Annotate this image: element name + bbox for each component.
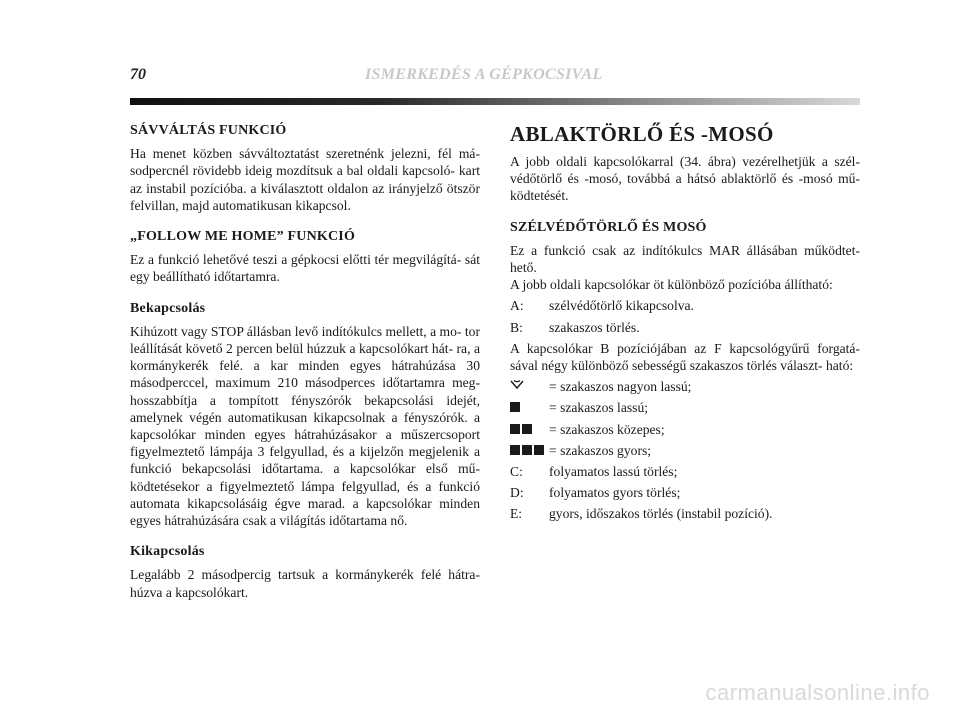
speed-text: = szakaszos lassú; [549,400,649,416]
lane-change-text: Ha menet közben sávváltoztatást szeretnénk jelezni, fél má- sodpercnél rövidebb ideig mozdítsuk a bal oldali kapcsoló- kart az instabil pozícióba. a kiválasztott oldalon az irányjelző ötször felvillan, majd automatikusan kikapcsol. [130,146,480,213]
position-key: E: [510,506,523,522]
wiper-main-heading: ABLAKTÖRLŐ ÉS -MOSÓ [510,122,774,146]
speed-row-very-slow [510,378,860,395]
left-column [130,122,480,601]
running-title: ISMERKEDÉS A GÉPKOCSIVAL [365,66,603,83]
windscreen-heading: SZÉLVÉDŐTÖRLŐ ÉS MOSÓ [510,219,707,235]
position-text: gyors, időszakos törlés (instabil pozíció). [549,506,773,522]
right-column [510,122,860,523]
speed-row-slow [510,399,860,416]
position-text: folyamatos lassú törlés; [549,464,678,480]
follow-me-text: Ez a funkció lehetővé teszi a gépkocsi előtti tér megvilágítá- sát egy beállítható időtartamra. [130,252,480,285]
two-squares-icon [510,423,532,435]
watermark: carmanualsonline.info [705,680,930,705]
position-key: D: [510,485,524,501]
position-row-b [510,319,860,336]
position-text: szélvédőtörlő kikapcsolva. [549,298,694,314]
speed-text: = szakaszos gyors; [549,442,652,458]
switch-on-text: Kihúzott vagy STOP állásban levő indítókulcs mellett, a mo- tor leállítását követő 2 percen belül húzzuk a kapcsolókart hát- ra, a kormánykerék felé. a kar minden egyes hátrahúzása 30 másodperccel, maximum 210 másodperces időtartamra meg- hosszabbítja a tompított fényszórók bekapcsolási idejét, amelynek végén automatikusan kikapcsolnak a fényszórók. a kapcsolókar minden egyes hátrahúzásakor a műszercsoport figyelmeztető lámpája 3 felgyullad, és a kijelzőn megjelenik a funkció bekapcsolási időtartama. a kapcsolókar első mű- ködtetésekor a figyelmeztető lámpa felgyullad, és a funkció automata kikapcsolásáig égve marad. a kapcsolókar minden egyes hátrahúzására csak a világítás időtartama nő. [130,323,480,529]
wiper-intro-text: A jobb oldali kapcsolókarral (34. ábra) vezérelhetjük a szél- védőtörlő és -mosó, továbbá a hátsó ablaktörlő és -mosó mű- ködtetését. [510,154,860,204]
position-row-d [510,484,860,501]
position-row-c [510,463,860,480]
position-text: szakaszos törlés. [549,319,640,335]
page-header [130,66,860,92]
speed-text: = szakaszos nagyon lassú; [549,379,692,395]
ring-text: A kapcsolókar B pozíciójában az F kapcsológyűrű forgatá- sával négy különböző sebességű szakaszos törlés választ- ható: [510,340,860,374]
speed-text: = szakaszos közepes; [549,421,665,437]
position-row-e [510,505,860,522]
one-square-icon [510,401,520,413]
position-key: C: [510,464,523,480]
speed-row-medium [510,421,860,438]
speed-row-fast [510,442,860,459]
page-number: 70 [130,66,146,83]
windscreen-text-1: Ez a funkció csak az indítókulcs MAR állásában működtet- hető. [510,242,860,276]
header-rule [130,98,860,105]
three-squares-icon [510,444,544,456]
windscreen-text-2: A jobb oldali kapcsolókar öt különböző pozícióba állítható: [510,277,833,293]
switch-on-heading: Bekapcsolás [130,300,206,316]
switch-off-heading: Kikapcsolás [130,544,205,560]
position-text: folyamatos gyors törlés; [549,485,681,501]
follow-me-heading: „FOLLOW ME HOME” FUNKCIÓ [130,229,356,245]
switch-off-text: Legalább 2 másodpercig tartsuk a kormánykerék felé hátra- húzva a kapcsolókart. [130,567,480,600]
position-row-a [510,297,860,314]
lane-change-heading: SÁVVÁLTÁS FUNKCIÓ [130,123,287,138]
position-key: A: [510,298,524,314]
wiper-icon [510,379,524,391]
position-key: B: [510,319,523,335]
